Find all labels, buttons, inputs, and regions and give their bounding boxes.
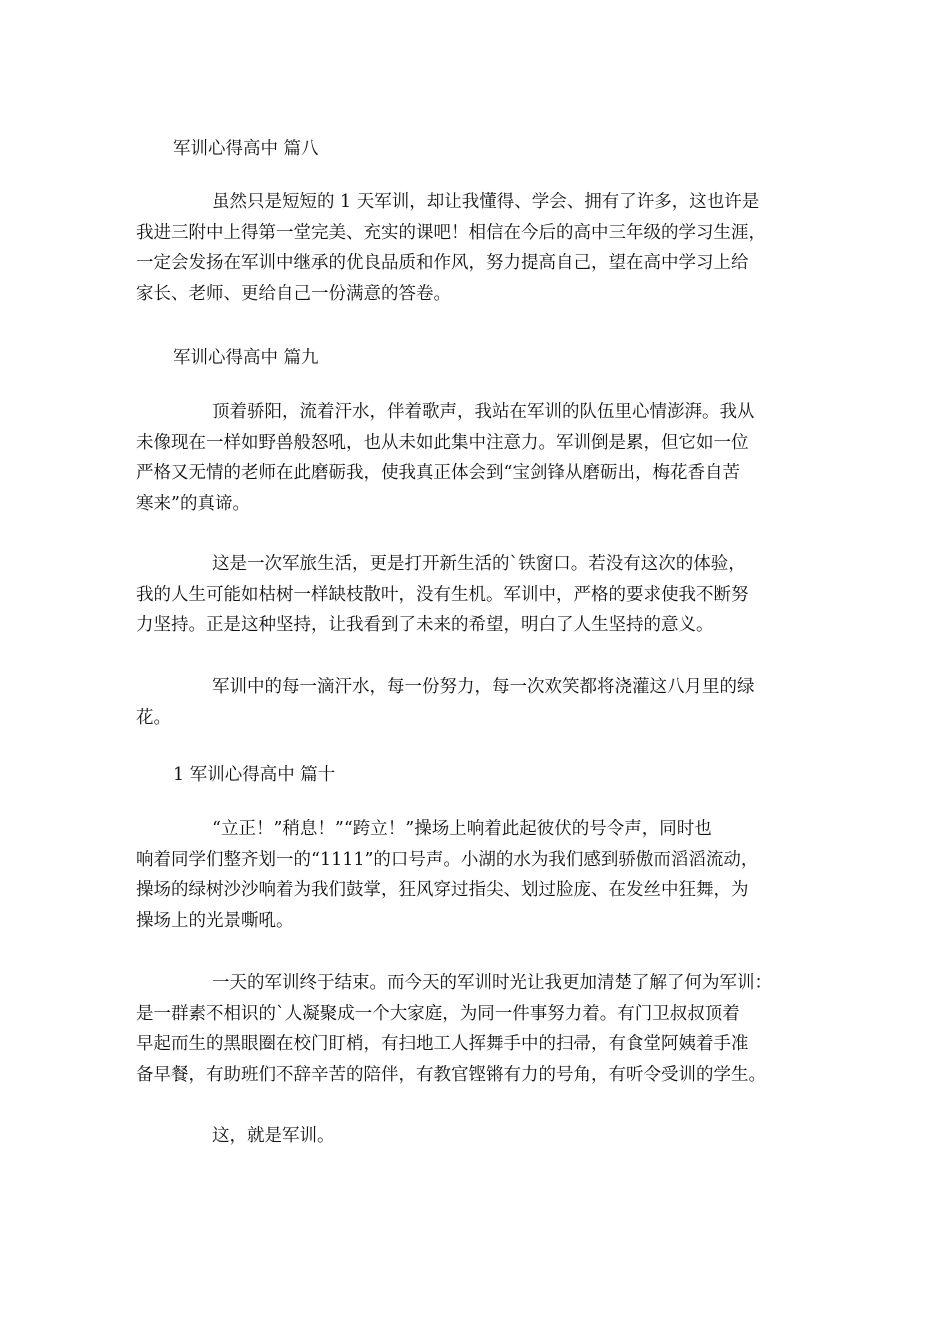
paragraph-line: 我进三附中上得第一堂完美、充实的课吧！相信在今后的高中三年级的学习生涯， <box>136 222 766 243</box>
paragraph <box>136 672 826 733</box>
section-title-9: 军训心得高中 篇九 <box>173 348 319 368</box>
paragraph-line: 响着同学们整齐划一的“1111”的口号声。小湖的水为我们感到骄傲而滔滔流动， <box>136 849 759 870</box>
paragraph <box>136 397 826 519</box>
paragraph-line: 顶着骄阳，流着汗水，伴着歌声，我站在军训的队伍里心情澎湃。我从 <box>212 402 755 422</box>
paragraph-line: 严格又无情的老师在此磨砺我，使我真正体会到“宝剑锋从磨砺出，梅花香自苦 <box>136 463 740 483</box>
section-title-10: 1 军训心得高中 篇十 <box>173 765 336 785</box>
section-title-8: 军训心得高中 篇八 <box>173 139 319 159</box>
paragraph-line: 我的人生可能如枯树一样缺枝散叶，没有生机。军训中，严格的要求使我不断努 <box>136 584 749 605</box>
paragraph-line: “立正！”稍息！”“跨立！”操场上响着此起彼伏的号令声，同时也 <box>212 819 712 839</box>
paragraph-line: 寒来”的真谛。 <box>136 493 250 514</box>
paragraph-line: 这，就是军训。 <box>212 1126 335 1146</box>
paragraph <box>136 549 826 641</box>
paragraph-line: 虽然只是短短的 1 天军训，却让我懂得、学会、拥有了许多，这也许是 <box>212 192 760 212</box>
paragraph <box>136 968 826 1090</box>
paragraph-line: 一天的军训终于结束。而今天的军训时光让我更加清楚了解了何为军训： <box>212 973 772 993</box>
paragraph-line: 花。 <box>136 707 171 728</box>
paragraph-line: 操场的绿树沙沙响着为我们鼓掌，狂风穿过指尖、划过脸庞、在发丝中狂舞，为 <box>136 880 749 900</box>
paragraph <box>136 814 826 936</box>
paragraph-line: 未像现在一样如野兽般怒吼，也从未如此集中注意力。军训倒是累，但它如一位 <box>136 432 749 453</box>
paragraph <box>136 187 826 309</box>
paragraph-line: 备早餐，有助班们不辞辛苦的陪伴，有教官铿锵有力的号角，有听令受训的学生。 <box>136 1064 766 1085</box>
paragraph-line: 军训中的每一滴汗水，每一份努力，每一次欢笑都将浇灌这八月里的绿 <box>212 677 755 697</box>
paragraph-line: 一定会发扬在军训中继承的优良品质和作风，努力提高自己，望在高中学习上给 <box>136 253 749 273</box>
paragraph-line: 家长、老师、更给自己一份满意的答卷。 <box>136 283 451 304</box>
paragraph <box>136 1121 826 1152</box>
paragraph-line: 操场上的光景嘶吼。 <box>136 910 294 931</box>
paragraph-line: 早起而生的黑眼圈在校门盯梢，有扫地工人挥舞手中的扫帚，有食堂阿姨着手准 <box>136 1034 749 1054</box>
paragraph-line: 这是一次军旅生活，更是打开新生活的`铁窗口。若没有这次的体验， <box>212 554 746 574</box>
paragraph-line: 力坚持。正是这种坚持，让我看到了未来的希望，明白了人生坚持的意义。 <box>136 615 714 635</box>
paragraph-line: 是一群素不相识的`人凝聚成一个大家庭，为同一件事努力着。有门卫叔叔顶着 <box>136 1003 740 1024</box>
